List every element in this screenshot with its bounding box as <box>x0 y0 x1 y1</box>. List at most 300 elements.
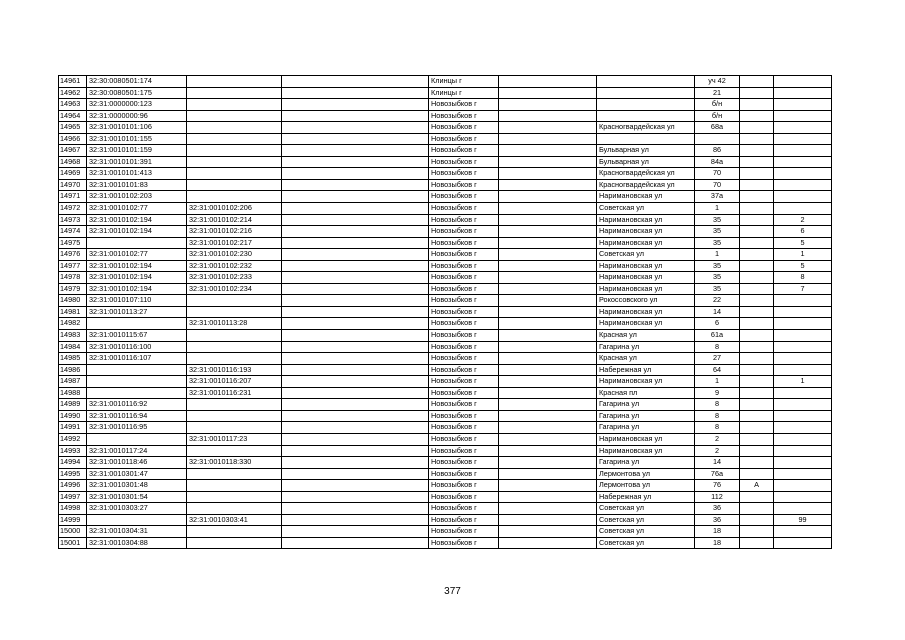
empty-cell <box>282 249 429 261</box>
cadastral-number-cell: 32:31:0010117:24 <box>87 445 187 457</box>
street-cell: Гагарина ул <box>597 422 695 434</box>
row-number-cell: 14962 <box>59 87 87 99</box>
street-cell: Гагарина ул <box>597 410 695 422</box>
house-number-cell: 64 <box>695 364 740 376</box>
table-row <box>59 260 832 272</box>
street-cell: Советская ул <box>597 503 695 515</box>
locality-cell: Клинцы г <box>429 76 499 88</box>
related-cadastral-cell: 32:31:0010102:206 <box>187 203 282 215</box>
cadastral-number-cell: 32:31:0010116:107 <box>87 353 187 365</box>
apartment-cell <box>774 410 832 422</box>
locality-cell: Новозыбков г <box>429 445 499 457</box>
empty-cell <box>499 145 597 157</box>
street-cell: Наримановская ул <box>597 191 695 203</box>
house-number-cell: 14 <box>695 457 740 469</box>
cadastral-number-cell: 32:31:0010107:110 <box>87 295 187 307</box>
apartment-cell <box>774 330 832 342</box>
locality-cell: Новозыбков г <box>429 168 499 180</box>
locality-cell: Новозыбков г <box>429 214 499 226</box>
letter-cell <box>740 122 774 134</box>
house-number-cell: 18 <box>695 526 740 538</box>
locality-cell: Новозыбков г <box>429 283 499 295</box>
empty-cell <box>499 237 597 249</box>
empty-cell <box>499 168 597 180</box>
locality-cell: Новозыбков г <box>429 145 499 157</box>
letter-cell <box>740 156 774 168</box>
apartment-cell <box>774 99 832 111</box>
cadastral-number-cell: 32:31:0010301:48 <box>87 480 187 492</box>
empty-cell <box>499 387 597 399</box>
empty-cell <box>282 260 429 272</box>
empty-cell <box>282 330 429 342</box>
locality-cell: Новозыбков г <box>429 514 499 526</box>
letter-cell <box>740 376 774 388</box>
house-number-cell: 36 <box>695 503 740 515</box>
empty-cell <box>282 87 429 99</box>
empty-cell <box>282 503 429 515</box>
empty-cell <box>282 318 429 330</box>
empty-cell <box>282 445 429 457</box>
related-cadastral-cell: 32:31:0010117:23 <box>187 433 282 445</box>
empty-cell <box>499 537 597 549</box>
cadastral-number-cell: 32:31:0010116:92 <box>87 399 187 411</box>
apartment-cell: 1 <box>774 376 832 388</box>
house-number-cell: 1 <box>695 249 740 261</box>
related-cadastral-cell <box>187 468 282 480</box>
empty-cell <box>499 191 597 203</box>
row-number-cell: 14973 <box>59 214 87 226</box>
row-number-cell: 14974 <box>59 226 87 238</box>
locality-cell: Новозыбков г <box>429 99 499 111</box>
cadastral-number-cell <box>87 364 187 376</box>
row-number-cell: 14967 <box>59 145 87 157</box>
empty-cell <box>282 514 429 526</box>
empty-cell <box>499 341 597 353</box>
cadastral-number-cell: 32:31:0010301:54 <box>87 491 187 503</box>
empty-cell <box>499 491 597 503</box>
table-row <box>59 237 832 249</box>
empty-cell <box>499 503 597 515</box>
related-cadastral-cell: 32:31:0010102:230 <box>187 249 282 261</box>
street-cell: Наримановская ул <box>597 306 695 318</box>
empty-cell <box>499 480 597 492</box>
street-cell <box>597 133 695 145</box>
street-cell: Наримановская ул <box>597 445 695 457</box>
related-cadastral-cell <box>187 99 282 111</box>
apartment-cell <box>774 433 832 445</box>
related-cadastral-cell <box>187 306 282 318</box>
house-number-cell: 70 <box>695 168 740 180</box>
street-cell: Бульварная ул <box>597 145 695 157</box>
row-number-cell: 14993 <box>59 445 87 457</box>
related-cadastral-cell <box>187 191 282 203</box>
locality-cell: Новозыбков г <box>429 537 499 549</box>
cadastral-number-cell: 32:31:0010102:194 <box>87 260 187 272</box>
empty-cell <box>499 179 597 191</box>
empty-cell <box>282 353 429 365</box>
house-number-cell: б/н <box>695 110 740 122</box>
cadastral-number-cell: 32:31:0010101:155 <box>87 133 187 145</box>
table-row <box>59 353 832 365</box>
table-row <box>59 76 832 88</box>
row-number-cell: 14964 <box>59 110 87 122</box>
row-number-cell: 14998 <box>59 503 87 515</box>
related-cadastral-cell: 32:31:0010116:231 <box>187 387 282 399</box>
table-row <box>59 330 832 342</box>
related-cadastral-cell: 32:31:0010102:217 <box>187 237 282 249</box>
empty-cell <box>282 306 429 318</box>
table-row <box>59 526 832 538</box>
cadastral-number-cell: 32:31:0010101:413 <box>87 168 187 180</box>
street-cell: Наримановская ул <box>597 318 695 330</box>
cadastral-number-cell <box>87 318 187 330</box>
cadastral-number-cell: 32:31:0010304:88 <box>87 537 187 549</box>
empty-cell <box>282 341 429 353</box>
row-number-cell: 14971 <box>59 191 87 203</box>
letter-cell <box>740 272 774 284</box>
apartment-cell: 1 <box>774 249 832 261</box>
apartment-cell: 6 <box>774 226 832 238</box>
cadastral-number-cell: 32:31:0010304:31 <box>87 526 187 538</box>
related-cadastral-cell <box>187 480 282 492</box>
street-cell: Рокоссовского ул <box>597 295 695 307</box>
letter-cell <box>740 226 774 238</box>
locality-cell: Новозыбков г <box>429 503 499 515</box>
empty-cell <box>282 422 429 434</box>
cadastral-number-cell: 32:31:0010102:77 <box>87 249 187 261</box>
locality-cell: Новозыбков г <box>429 433 499 445</box>
table-row <box>59 376 832 388</box>
house-number-cell: 8 <box>695 341 740 353</box>
letter-cell <box>740 468 774 480</box>
row-number-cell: 14981 <box>59 306 87 318</box>
cadastral-number-cell: 32:30:0080501:174 <box>87 76 187 88</box>
related-cadastral-cell <box>187 422 282 434</box>
letter-cell <box>740 457 774 469</box>
cadastral-number-cell: 32:31:0010102:194 <box>87 214 187 226</box>
letter-cell <box>740 526 774 538</box>
locality-cell: Новозыбков г <box>429 399 499 411</box>
empty-cell <box>499 203 597 215</box>
apartment-cell <box>774 480 832 492</box>
cadastral-number-cell: 32:31:0010116:94 <box>87 410 187 422</box>
house-number-cell: 86 <box>695 145 740 157</box>
empty-cell <box>499 376 597 388</box>
empty-cell <box>282 168 429 180</box>
row-number-cell: 14976 <box>59 249 87 261</box>
house-number-cell: 112 <box>695 491 740 503</box>
locality-cell: Новозыбков г <box>429 480 499 492</box>
empty-cell <box>499 249 597 261</box>
table-row <box>59 168 832 180</box>
cadastral-number-cell <box>87 514 187 526</box>
house-number-cell: 9 <box>695 387 740 399</box>
table-row <box>59 99 832 111</box>
locality-cell: Новозыбков г <box>429 306 499 318</box>
empty-cell <box>282 226 429 238</box>
related-cadastral-cell <box>187 353 282 365</box>
locality-cell: Новозыбков г <box>429 237 499 249</box>
street-cell: Гагарина ул <box>597 341 695 353</box>
house-number-cell: 27 <box>695 353 740 365</box>
table-row <box>59 133 832 145</box>
cadastral-number-cell: 32:31:0010115:67 <box>87 330 187 342</box>
letter-cell <box>740 445 774 457</box>
row-number-cell: 14986 <box>59 364 87 376</box>
row-number-cell: 14985 <box>59 353 87 365</box>
cadastral-number-cell: 32:31:0010116:95 <box>87 422 187 434</box>
house-number-cell: 35 <box>695 260 740 272</box>
related-cadastral-cell <box>187 410 282 422</box>
letter-cell <box>740 306 774 318</box>
letter-cell <box>740 410 774 422</box>
empty-cell <box>282 480 429 492</box>
cadastral-number-cell: 32:31:0010101:83 <box>87 179 187 191</box>
locality-cell: Новозыбков г <box>429 526 499 538</box>
letter-cell <box>740 133 774 145</box>
row-number-cell: 14966 <box>59 133 87 145</box>
row-number-cell: 14984 <box>59 341 87 353</box>
empty-cell <box>282 214 429 226</box>
table-row <box>59 399 832 411</box>
street-cell: Бульварная ул <box>597 156 695 168</box>
empty-cell <box>499 318 597 330</box>
table-row <box>59 480 832 492</box>
apartment-cell <box>774 399 832 411</box>
table-row <box>59 514 832 526</box>
street-cell: Наримановская ул <box>597 214 695 226</box>
table-row <box>59 110 832 122</box>
empty-cell <box>282 145 429 157</box>
registry-table-body <box>59 76 832 549</box>
locality-cell: Новозыбков г <box>429 203 499 215</box>
locality-cell: Новозыбков г <box>429 341 499 353</box>
empty-cell <box>499 433 597 445</box>
cadastral-number-cell: 32:31:0010303:27 <box>87 503 187 515</box>
cadastral-number-cell <box>87 376 187 388</box>
cadastral-number-cell: 32:31:0010102:77 <box>87 203 187 215</box>
empty-cell <box>499 364 597 376</box>
letter-cell <box>740 283 774 295</box>
related-cadastral-cell <box>187 330 282 342</box>
apartment-cell <box>774 445 832 457</box>
empty-cell <box>499 445 597 457</box>
street-cell: Набережная ул <box>597 491 695 503</box>
table-row <box>59 468 832 480</box>
street-cell: Наримановская ул <box>597 283 695 295</box>
street-cell <box>597 110 695 122</box>
house-number-cell: 1 <box>695 376 740 388</box>
empty-cell <box>282 295 429 307</box>
apartment-cell <box>774 133 832 145</box>
letter-cell <box>740 399 774 411</box>
related-cadastral-cell <box>187 76 282 88</box>
street-cell: Наримановская ул <box>597 272 695 284</box>
row-number-cell: 14972 <box>59 203 87 215</box>
empty-cell <box>282 399 429 411</box>
street-cell: Наримановская ул <box>597 376 695 388</box>
row-number-cell: 14975 <box>59 237 87 249</box>
table-row <box>59 387 832 399</box>
street-cell: Наримановская ул <box>597 237 695 249</box>
house-number-cell: 68а <box>695 122 740 134</box>
cadastral-number-cell <box>87 387 187 399</box>
letter-cell <box>740 249 774 261</box>
letter-cell <box>740 145 774 157</box>
house-number-cell: 18 <box>695 537 740 549</box>
empty-cell <box>282 364 429 376</box>
row-number-cell: 14969 <box>59 168 87 180</box>
empty-cell <box>499 514 597 526</box>
related-cadastral-cell <box>187 168 282 180</box>
related-cadastral-cell <box>187 122 282 134</box>
house-number-cell: 35 <box>695 226 740 238</box>
empty-cell <box>499 260 597 272</box>
related-cadastral-cell <box>187 133 282 145</box>
empty-cell <box>282 410 429 422</box>
letter-cell: А <box>740 480 774 492</box>
house-number-cell: 61а <box>695 330 740 342</box>
house-number-cell: 70 <box>695 179 740 191</box>
apartment-cell <box>774 179 832 191</box>
row-number-cell: 14977 <box>59 260 87 272</box>
row-number-cell: 14983 <box>59 330 87 342</box>
locality-cell: Новозыбков г <box>429 272 499 284</box>
row-number-cell: 14996 <box>59 480 87 492</box>
empty-cell <box>282 457 429 469</box>
row-number-cell: 14980 <box>59 295 87 307</box>
empty-cell <box>282 537 429 549</box>
letter-cell <box>740 168 774 180</box>
cadastral-number-cell: 32:31:0010116:100 <box>87 341 187 353</box>
apartment-cell <box>774 168 832 180</box>
row-number-cell: 14970 <box>59 179 87 191</box>
letter-cell <box>740 87 774 99</box>
apartment-cell <box>774 457 832 469</box>
table-row <box>59 122 832 134</box>
table-row <box>59 272 832 284</box>
street-cell: Наримановская ул <box>597 433 695 445</box>
empty-cell <box>282 237 429 249</box>
street-cell: Лермонтова ул <box>597 468 695 480</box>
street-cell: Красная ул <box>597 330 695 342</box>
letter-cell <box>740 110 774 122</box>
empty-cell <box>499 133 597 145</box>
empty-cell <box>499 330 597 342</box>
house-number-cell: 84а <box>695 156 740 168</box>
apartment-cell <box>774 537 832 549</box>
locality-cell: Новозыбков г <box>429 387 499 399</box>
related-cadastral-cell: 32:31:0010102:234 <box>187 283 282 295</box>
related-cadastral-cell <box>187 503 282 515</box>
empty-cell <box>499 110 597 122</box>
locality-cell: Новозыбков г <box>429 249 499 261</box>
apartment-cell <box>774 156 832 168</box>
related-cadastral-cell <box>187 537 282 549</box>
related-cadastral-cell <box>187 399 282 411</box>
apartment-cell <box>774 295 832 307</box>
table-row <box>59 318 832 330</box>
related-cadastral-cell: 32:31:0010102:232 <box>187 260 282 272</box>
empty-cell <box>499 122 597 134</box>
street-cell: Наримановская ул <box>597 260 695 272</box>
letter-cell <box>740 203 774 215</box>
empty-cell <box>499 526 597 538</box>
table-row <box>59 226 832 238</box>
related-cadastral-cell <box>187 295 282 307</box>
apartment-cell <box>774 76 832 88</box>
apartment-cell <box>774 306 832 318</box>
apartment-cell <box>774 110 832 122</box>
apartment-cell <box>774 526 832 538</box>
table-row <box>59 295 832 307</box>
empty-cell <box>499 410 597 422</box>
street-cell: Советская ул <box>597 526 695 538</box>
letter-cell <box>740 353 774 365</box>
related-cadastral-cell <box>187 87 282 99</box>
letter-cell <box>740 433 774 445</box>
empty-cell <box>499 422 597 434</box>
empty-cell <box>499 214 597 226</box>
apartment-cell <box>774 145 832 157</box>
related-cadastral-cell <box>187 110 282 122</box>
apartment-cell: 5 <box>774 260 832 272</box>
apartment-cell <box>774 203 832 215</box>
empty-cell <box>282 133 429 145</box>
empty-cell <box>282 272 429 284</box>
empty-cell <box>282 110 429 122</box>
row-number-cell: 15001 <box>59 537 87 549</box>
locality-cell: Новозыбков г <box>429 330 499 342</box>
street-cell: Красная ул <box>597 353 695 365</box>
locality-cell: Новозыбков г <box>429 191 499 203</box>
letter-cell <box>740 341 774 353</box>
house-number-cell: 35 <box>695 283 740 295</box>
letter-cell <box>740 191 774 203</box>
related-cadastral-cell: 32:31:0010113:28 <box>187 318 282 330</box>
row-number-cell: 14978 <box>59 272 87 284</box>
row-number-cell: 14965 <box>59 122 87 134</box>
empty-cell <box>499 272 597 284</box>
related-cadastral-cell <box>187 526 282 538</box>
apartment-cell <box>774 503 832 515</box>
letter-cell <box>740 503 774 515</box>
house-number-cell: 35 <box>695 237 740 249</box>
street-cell: Гагарина ул <box>597 457 695 469</box>
house-number-cell: 35 <box>695 214 740 226</box>
table-row <box>59 87 832 99</box>
house-number-cell: 8 <box>695 399 740 411</box>
table-row <box>59 283 832 295</box>
page-number: 377 <box>444 586 461 597</box>
empty-cell <box>282 468 429 480</box>
related-cadastral-cell: 32:31:0010102:214 <box>187 214 282 226</box>
empty-cell <box>499 226 597 238</box>
cadastral-number-cell: 32:31:0010102:194 <box>87 283 187 295</box>
empty-cell <box>499 99 597 111</box>
house-number-cell: 8 <box>695 410 740 422</box>
row-number-cell: 14982 <box>59 318 87 330</box>
cadastral-number-cell: 32:31:0010102:194 <box>87 272 187 284</box>
apartment-cell: 7 <box>774 283 832 295</box>
table-row <box>59 145 832 157</box>
locality-cell: Новозыбков г <box>429 457 499 469</box>
house-number-cell: 2 <box>695 433 740 445</box>
apartment-cell <box>774 318 832 330</box>
cadastral-number-cell: 32:31:0010101:106 <box>87 122 187 134</box>
empty-cell <box>499 306 597 318</box>
locality-cell: Новозыбков г <box>429 491 499 503</box>
